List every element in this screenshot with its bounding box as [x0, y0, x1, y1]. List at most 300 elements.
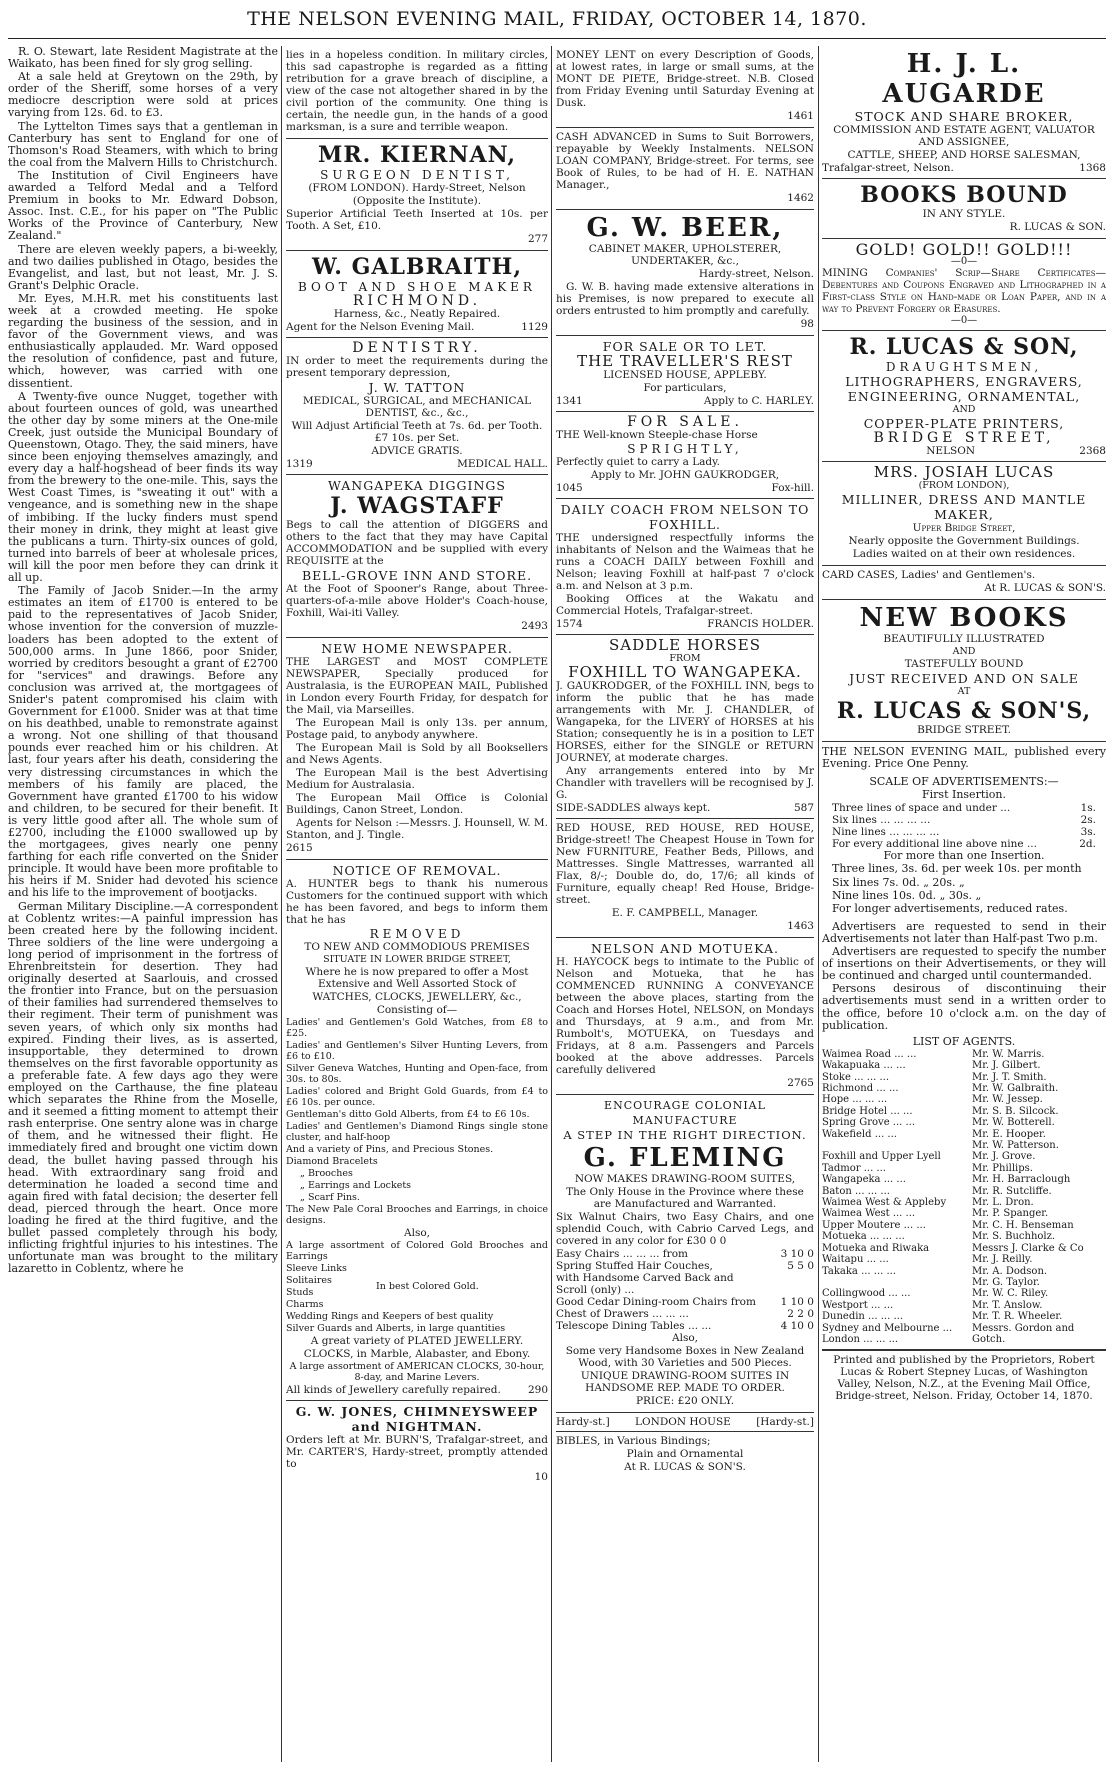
ad-line: Superior Artificial Teeth Inserted at 10s. per Tooth. A Set, £10.: [286, 208, 548, 232]
news-item: The Lyttelton Times says that a gentleman in Canterbury has sent to England for one of Thomson's Road Steamers, with which to bring the coal from the Malvern Hills to Christchurch.: [8, 119, 278, 169]
ad-item: Ladies' colored and Bright Gold Guards, from £4 to £6 10s. per ounce.: [286, 1086, 548, 1108]
ad-galbraith: [286, 251, 548, 338]
ad-line: The Only House in the Province where these are Manufactured and Warranted.: [566, 1186, 804, 1210]
ad-line: Plain and Ornamental: [626, 1448, 744, 1460]
ad-line: Six Walnut Chairs, two Easy Chairs, and one splendid Couch, with Cabrio Carved Legs, and covered in any color for £30 0 0: [556, 1211, 814, 1247]
agent-name: Mr. H. Barraclough: [972, 1174, 1071, 1186]
ad-line: Fox-hill.: [771, 482, 814, 494]
ad-item: And a variety of Pins, and Precious Stones.: [286, 1144, 494, 1155]
section-heading: SCALE OF ADVERTISEMENTS:—: [869, 775, 1059, 789]
ad-heading: NEW HOME NEWSPAPER.: [321, 641, 513, 656]
ad-dentistry: [286, 338, 548, 475]
rate-item: Three lines of space and under ...: [832, 802, 1011, 815]
agent-row: [822, 1323, 1106, 1334]
agent-name: Mr. J. Gilbert.: [972, 1060, 1041, 1072]
agent-name: Messrs J. Clarke & Co: [972, 1242, 1084, 1254]
price-item: Telescope Dining Tables ... ...: [556, 1320, 712, 1332]
ad-item: Silver Geneva Watches, Hunting and Open-face, from 30s. to 80s.: [286, 1063, 548, 1085]
ad-line: FRANCIS HOLDER.: [707, 618, 814, 630]
agent-place: Waimea Road ... ...: [822, 1048, 917, 1060]
ad-line: Any arrangements entered into by Mr Chandler with travellers will be recognised by J. G.: [556, 765, 814, 801]
ad-line: A. HUNTER begs to thank his numerous Customers for the continued support with which he has been favored, and begs to inform them that he has: [286, 878, 548, 926]
ad-books-bound: [822, 179, 1106, 239]
ad-heading: DAILY COACH FROM NELSON TO FOXHILL.: [560, 502, 810, 532]
ad-line: TASTEFULLY BOUND: [904, 658, 1024, 670]
agent-place: Baton ... ... ...: [822, 1185, 890, 1197]
ad-line: MONEY LENT on every Description of Goods, at lowest rates, in large or small sums, at the MONT DE PIETE, Bridge-street. N.B. Closed from Friday Evening until Saturday Evening at Dusk.: [556, 49, 814, 109]
ad-title: J. WAGSTAFF: [330, 493, 504, 519]
ad-item: Diamond Bracelets: [286, 1156, 378, 1167]
ad-title: G. FLEMING: [583, 1143, 787, 1173]
price-item: Easy Chairs ... ... ... from: [556, 1248, 688, 1260]
ad-line: Solitaires: [286, 1275, 332, 1286]
ad-line: Agents for Nelson :—Messrs. J. Hounsell, W. M. Stanton, and J. Tingle.: [286, 817, 548, 841]
separator: —0—: [950, 315, 978, 326]
rate-item: Three lines, 3s. 6d. per week 10s. per month: [832, 862, 1082, 876]
ad-line: Apply to C. HARLEY.: [703, 395, 814, 407]
ad-line: Hardy-street, Nelson.: [698, 268, 814, 280]
agent-name: Mr. W. Botterell.: [972, 1117, 1055, 1129]
ad-line: SIDE-SADDLES always kept.: [556, 802, 711, 814]
ad-item: „ Brooches: [300, 1168, 353, 1179]
rate-value: 2d.: [1079, 838, 1096, 851]
price-value: 1 10 0: [780, 1296, 814, 1308]
ad-line: Harness, &c., Neatly Repaired.: [333, 308, 501, 320]
ad-fleming: [556, 1095, 814, 1413]
agent-row: [822, 1129, 1106, 1140]
ad-heading: FOR SALE.: [627, 414, 743, 430]
agent-name: Mr. J. Grove.: [972, 1151, 1036, 1163]
ad-line: J. GAUKRODGER, of the FOXHILL INN, begs to inform the public that he has made arrangements with Mr. J. CHANDLER, of Wangapeka, for the LIVERY of HORSES at his Station; consequently he is in a position to LET HORSES, either for the SINGLE or RETURN JOURNEY, at moderate charges.: [556, 680, 814, 764]
ad-item: The New Pale Coral Brooches and Earrings, in choice designs.: [286, 1204, 548, 1226]
ad-line: THE undersigned respectfully informs the inhabitants of Nelson and the Waimeas that he runs a COACH DAILY between Foxhill and Nelson; leaving Foxhill at half-past 7 o'clock a.m. and Nelson at 3 p.m.: [556, 532, 814, 592]
ad-heading: WANGAPEKA DIGGINGS: [328, 478, 506, 493]
ad-cash: [556, 128, 814, 210]
ad-heading: NELSON AND MOTUEKA.: [591, 941, 779, 956]
ad-line: AND: [952, 646, 976, 657]
price-value: 4 10 0: [780, 1320, 814, 1332]
ad-line: LICENSED HOUSE, APPLEBY.: [603, 369, 767, 381]
ad-line: The European Mail Office is Colonial Buildings, Canon Street, London.: [286, 792, 548, 816]
column-divider: [818, 46, 819, 1762]
agents-list: [822, 1049, 1106, 1346]
agent-place: Collingwood ... ...: [822, 1288, 911, 1300]
ad-heading: NOTICE OF REMOVAL.: [332, 863, 502, 878]
ad-line: Booking Offices at the Wakatu and Commercial Hotels, Trafalgar-street.: [556, 593, 814, 617]
ad-line: THE NELSON EVENING MAIL, published every Evening. Price One Penny.: [822, 745, 1106, 771]
ad-line: At R. LUCAS & SON'S.: [624, 1461, 746, 1473]
ad-line: MEDICAL HALL.: [457, 458, 548, 470]
ad-line: The European Mail is only 13s. per annum, Postage paid, to anybody anywhere.: [286, 717, 548, 741]
ad-title: G. W. BEER,: [586, 213, 784, 243]
ad-title: H. J. L. AUGARDE: [882, 49, 1046, 109]
ad-line: NELSON: [926, 445, 976, 457]
ad-red-house: [556, 819, 814, 938]
ad-line: Persons desirous of discontinuing their advertisements must send in a written order to the office, before 10 o'clock a.m. on the day of publication.: [822, 982, 1106, 1032]
ad-subtitle: REMOVED: [369, 927, 465, 941]
agent-place: Wangapeka ... ...: [822, 1174, 906, 1186]
ad-line: The European Mail is the best Advertising Medium for Australasia.: [286, 767, 548, 791]
agent-name: Mr. S. Buchholz.: [972, 1231, 1056, 1243]
ad-line: Nearly opposite the Government Buildings.: [848, 535, 1080, 547]
agent-row: [822, 1208, 1106, 1219]
ad-for-sale-or-let: [556, 336, 814, 412]
agent-row: [822, 1334, 1106, 1345]
ad-heading: DENTISTRY.: [352, 340, 482, 356]
ad-item: Gentleman's ditto Gold Alberts, from £4 to £6 10s.: [286, 1109, 530, 1120]
ad-heading: GOLD! GOLD!! GOLD!!!: [855, 240, 1073, 259]
agent-place: Motueka and Riwaka: [822, 1242, 930, 1254]
ad-item: „ Scarf Pins.: [300, 1192, 360, 1203]
ad-subtitle: MILLINER, DRESS AND MANTLE MAKER,: [841, 492, 1087, 522]
ad-number: 2368: [1079, 445, 1106, 457]
ad-line: Agent for the Nelson Evening Mail.: [286, 321, 475, 333]
ad-number: 290: [527, 1384, 548, 1396]
agent-name: Mr. G. Taylor.: [972, 1276, 1040, 1288]
ad-line: ADVICE GRATIS.: [371, 445, 463, 457]
ad-line: For particulars,: [643, 382, 727, 394]
price-item: Spring Stuffed Hair Couches, with Handsome Carved Back and Scroll (only) ...: [556, 1260, 734, 1296]
ad-title: W. GALBRAITH,: [312, 254, 522, 280]
agent-name: Mr. R. Sutcliffe.: [972, 1185, 1052, 1197]
ad-mrs-lucas: [822, 462, 1106, 566]
price-item: Good Cedar Dining-room Chairs from: [556, 1296, 756, 1308]
ad-money: [556, 46, 814, 128]
agent-row: [822, 1186, 1106, 1197]
ad-line: SITUATE IN LOWER BRIDGE STREET,: [323, 954, 511, 965]
rate-item: Nine lines 10s. 0d. „ 30s. „: [832, 888, 982, 902]
ad-saddle-horses: [556, 635, 814, 819]
ad-line: RED HOUSE, RED HOUSE, RED HOUSE, Bridge-street! The Cheapest House in Town for New FURNITURE, Feather Beds, Pillows, and Mattresses. Single Mattresses, warranted all Flax, 8/-; Double do, do, 17/6; all kinds of Furniture, equally cheap! Red House, Bridge-street.: [556, 822, 814, 906]
agent-name: Mr. W. Jessep.: [972, 1094, 1043, 1106]
ad-line: [Hardy-st.]: [756, 1416, 814, 1428]
ad-line: Where he is now prepared to offer a Most Extensive and Well Assorted Stock of: [305, 966, 529, 990]
ad-line: Will Adjust Artificial Teeth at 7s. 6d. per Tooth. £7 10s. per Set.: [291, 420, 543, 444]
ad-number: 1341: [556, 395, 583, 407]
ad-line: Wedding Rings and Keepers of best quality: [286, 1311, 494, 1322]
agent-name: Messrs. Gordon and: [972, 1322, 1075, 1334]
ad-item: Ladies' and Gentlemen's Gold Watches, from £8 to £25.: [286, 1017, 548, 1039]
agent-row: [822, 1300, 1106, 1311]
rate-item: Six lines 7s. 0d. „ 20s. „: [832, 875, 965, 889]
ad-number: 1045: [556, 482, 583, 494]
agent-row: [822, 1117, 1106, 1128]
ad-line: A great variety of PLATED JEWELLERY.: [310, 1335, 524, 1347]
ad-line: Orders left at Mr. BURN'S, Trafalgar-street, and Mr. CARTER'S, Hardy-street, promptly attended to: [286, 1434, 548, 1470]
ad-line: H. HAYCOCK begs to intimate to the Public of Nelson and Motueka, that he has COMMENCED RUNNING A CONVEYANCE between the above places, starting from the Coach and Horses Hotel, NELSON, on Mondays and Thursdays, at 9 a.m., and from Mr. Rumbolt's, MOTUEKA, on Tuesdays and Fridays, at 8 a.m. Passengers and Parcels booked at the above addresses. Parcels carefully delivered: [556, 956, 814, 1076]
agent-name: Mr. J. Reilly.: [972, 1254, 1033, 1266]
agent-place: Waitapu ... ...: [822, 1254, 889, 1266]
agent-place: Takaka ... ... ...: [822, 1265, 897, 1277]
column-ads-4: [822, 46, 1106, 1762]
ad-number: 277: [527, 233, 548, 245]
agent-name: Mr. L. Dron.: [972, 1197, 1034, 1209]
ad-line: IN order to meet the requirements during the present temporary depression,: [286, 355, 548, 379]
ad-subtitle: SPRIGHTLY,: [627, 442, 743, 456]
column-news: [8, 46, 278, 1762]
ad-line: CLOCKS, in Marble, Alabaster, and Ebony.: [303, 1348, 531, 1360]
ad-line: FROM: [669, 653, 701, 664]
agent-place: London ... ... ...: [822, 1333, 899, 1345]
agent-row: [822, 1277, 1106, 1288]
ad-title: MRS. JOSIAH LUCAS: [873, 463, 1055, 481]
agent-row: [822, 1197, 1106, 1208]
agent-row: [822, 1311, 1106, 1322]
agent-row: [822, 1072, 1106, 1083]
agent-row: [822, 1060, 1106, 1071]
ad-number: 10: [534, 1471, 548, 1483]
ad-subtitle: RICHMOND.: [352, 293, 482, 309]
ad-line: IN ANY STYLE.: [922, 208, 1006, 220]
agent-place: [822, 1277, 972, 1288]
ad-line: All kinds of Jewellery carefully repaired.: [286, 1384, 501, 1396]
ad-line: G. W. B. having made extensive alterations in his Premises, is now prepared to execute all orders entrusted to him promptly and carefully.: [556, 281, 814, 317]
ad-subtitle: BOOT AND SHOE MAKER: [298, 280, 536, 294]
ad-subtitle: DRAUGHTSMEN,: [885, 360, 1043, 374]
agent-place: Spring Grove ... ...: [822, 1117, 916, 1129]
agent-name: Mr. T. R. Wheeler.: [972, 1311, 1063, 1323]
agent-place: Wakefield ... ...: [822, 1128, 897, 1140]
rate-value: 1s.: [1080, 802, 1096, 815]
news-item: At a sale held at Greytown on the 29th, by order of the Sheriff, some horses of a very mediocre description were sold at prices varying from 12s. 6d. to £3.: [8, 70, 278, 120]
ad-line: CARD CASES, Ladies' and Gentlemen's.: [822, 569, 1036, 581]
ad-line: (Opposite the Institute).: [352, 195, 482, 207]
agent-name: Mr. E. Hooper.: [972, 1128, 1046, 1140]
agent-place: Waimea West & Appleby: [822, 1197, 947, 1209]
news-item: German Military Discipline.—A correspondent at Coblentz writes:—A painful impression has been created here by the following incident. Three soldiers of the line were undergoing a long period of imprisonment in the fortress of Ehrenbreitstein for desertion. They had originally deserted at Saarlouis, and crossed the frontier into France, but on the persuasion of their families had surrendered themselves to their regiment. Their term of punishment was seven years, of which only six months had expired. Finding their lives, as is asserted, insupportable, they determined to drown themselves on the first favorable opportunity as a preferable fate. A few days ago they were employed on the Carthause, the fine plateau which separates the Rhine from the Moselle, and it seemed a fitting moment to attempt their rash enterprise. One sentry alone was in charge of them, and he witnessed their flight. He immediately fired and brought one victim down dead, the bullet having passed through his head. With extraordinary sang froid and determination he loaded a second time and again fired with fatal decision; the deserter fell dead, pierced through the heart. Once more loading he fired at the third fugitive, and the bullet passed completely through his body, inflicting frightful injuries to his intestines. The unfortunate man was brought to the military lazaretto in Coblentz, where he: [8, 899, 278, 1276]
ad-item: Ladies' and Gentlemen's Diamond Rings single stone cluster, and half-hoop: [286, 1121, 548, 1143]
ad-title: NEW BOOKS: [859, 603, 1069, 633]
ad-subtitle: LITHOGRAPHERS, ENGRAVERS,: [845, 374, 1083, 389]
agent-name: Gotch.: [972, 1333, 1006, 1345]
ad-line: THE LARGEST and MOST COMPLETE NEWSPAPER, Specially produced for Australasia, is the EUROPEAN MAIL, Published in London every Fourth Friday, for despatch for the Mail, via Marseilles.: [286, 656, 548, 716]
ad-line: Ladies waited on at their own residences.: [852, 548, 1076, 560]
ad-kiernan: [286, 139, 548, 251]
agent-name: Mr. W. C. Riley.: [972, 1288, 1049, 1300]
ad-heading: FOR SALE OR TO LET.: [602, 339, 768, 354]
ad-card-cases: [822, 566, 1106, 600]
ad-coach: [556, 499, 814, 635]
ad-line: Some very Handsome Boxes in New Zealand Wood, with 30 Varieties and 500 Pieces.: [565, 1345, 805, 1369]
ad-line: (FROM LONDON). Hardy-Street, Nelson: [308, 182, 526, 194]
rate-value: 2s.: [1080, 814, 1096, 827]
agent-row: [822, 1288, 1106, 1299]
ad-line: BEAUTIFULLY ILLUSTRATED: [883, 633, 1045, 645]
ad-line: UNIQUE DRAWING-ROOM SUITES IN HANDSOME REP. MADE TO ORDER.: [580, 1370, 790, 1394]
agent-row: [822, 1163, 1106, 1174]
column-divider: [281, 46, 282, 1762]
agent-name: Mr. W. Marris.: [972, 1048, 1045, 1060]
ad-line: In best Colored Gold.: [376, 1281, 479, 1292]
news-item: R. O. Stewart, late Resident Magistrate at the Waikato, has been fined for sly grog selling.: [8, 46, 278, 71]
agent-place: Upper Moutere ... ...: [822, 1219, 926, 1231]
ad-number: 1368: [1079, 162, 1106, 174]
ad-line: The European Mail is Sold by all Booksellers and News Agents.: [286, 742, 548, 766]
agent-row: [822, 1094, 1106, 1105]
ad-line: R. LUCAS & SON.: [1009, 221, 1106, 233]
section-subheading: First Insertion.: [922, 788, 1006, 802]
agent-place: Dunedin ... ... ...: [822, 1311, 904, 1323]
ad-number: 1463: [787, 920, 814, 932]
agent-row: [822, 1254, 1106, 1265]
section-subheading: For more than one Insertion.: [883, 849, 1045, 863]
ad-beer: [556, 210, 814, 336]
ad-line: Advertisers are requested to send in their Advertisements not later than Half-past Two p.m.: [822, 919, 1106, 945]
ad-title: MR. KIERNAN,: [318, 142, 516, 168]
ad-line: A large assortment of Colored Gold Brooches and Earrings: [286, 1240, 548, 1262]
ad-line: CATTLE, SHEEP, AND HORSE SALESMAN,: [847, 149, 1081, 161]
ad-item: „ Earrings and Lockets: [300, 1180, 412, 1191]
ad-title: J. W. TATTON: [368, 380, 466, 395]
ad-line: Begs to call the attention of DIGGERS and others to the fact that they may have Capital ACCOMMODATION and be supplied with every REQUISITE at the: [286, 519, 548, 567]
ad-jones: [286, 1401, 548, 1488]
ad-heading: ENCOURAGE COLONIAL MANUFACTURE: [604, 1099, 766, 1127]
section-heading: LIST OF AGENTS.: [912, 1034, 1016, 1048]
news-item: The Institution of Civil Engineers have awarded a Telford Medal and a Telford Premium in books to Mr. Edward Dobson, Assoc. Inst. C.E., for his paper on "The Public Works of the Province of Canterbury, New Zealand.": [8, 168, 278, 243]
agent-name: Mr. A. Dodson.: [972, 1265, 1048, 1277]
ad-new-books: [822, 600, 1106, 742]
agent-row: [822, 1174, 1106, 1185]
news-item: The Family of Jacob Snider.—In the army estimates an item of £1700 is entered to be paid to the representatives of Jacob Snider, whose invention for the conversion of muzzle-loaders has been adopted to the extent of 500,000 arms. In June 1866, poor Snider, worried by creditors besought a grant of £2700 for "services" and drawings. Before any conclusion was arrived at, the mortgagees of Snider's patent compromised his claim with Government for £1000. Snider was at that time on his deathbed, unable to remonstrate against a wrong. Not one shilling of that thousand pounds ever reached him or his children. At last, four years after his death, considering the very distressing circumstances in which the members of his family are placed, the Government have granted £1700 to his widow and children, to be secured for their benefit. It is very little good after all. The whole sum of £2700, including the £1000 swallowed up by the mortgagees, gives nearly one penny farthing for each rifle converted on the Snider principle. It would have been more profitable to his heirs if M. Snider had devoted his science and his life to the improvement of bootjacks.: [8, 584, 278, 900]
ad-line: BIBLES, in Various Bindings;: [556, 1435, 711, 1447]
rate-value: 3s.: [1080, 826, 1096, 839]
ad-line: PRICE: £20 ONLY.: [635, 1395, 735, 1407]
price-value: 2 2 0: [787, 1308, 814, 1320]
ad-number: 1574: [556, 618, 583, 630]
agent-row: [822, 1151, 1106, 1162]
ad-line: Apply to Mr. JOHN GAUKRODGER,: [590, 469, 780, 481]
ad-number: 1129: [521, 321, 548, 333]
agent-row: [822, 1049, 1106, 1060]
ad-subtitle: BELL-GROVE INN AND STORE.: [301, 568, 533, 583]
ad-line: TO NEW AND COMMODIOUS PREMISES: [304, 941, 530, 953]
ad-line: AT: [957, 686, 971, 697]
ad-line: COMMISSION AND ESTATE AGENT, VALUATOR AND ASSIGNEE,: [833, 124, 1095, 148]
ad-removal: [286, 860, 548, 1401]
ad-subtitle: A STEP IN THE RIGHT DIRECTION.: [563, 1128, 807, 1142]
agent-name: Mr. P. Spanger.: [972, 1208, 1049, 1220]
ad-wangapeka: [286, 475, 548, 638]
ad-line: Sleeve Links: [286, 1263, 347, 1274]
agent-row: [822, 1083, 1106, 1094]
ad-bibles: [556, 1432, 814, 1478]
masthead-rule: [8, 38, 1106, 39]
ad-line: CABINET MAKER, UPHOLSTERER, UNDERTAKER, &c.,: [588, 243, 782, 267]
separator: —0—: [950, 256, 978, 267]
ad-title: FOXHILL TO WANGAPEKA.: [568, 663, 802, 681]
ad-line: LONDON HOUSE: [635, 1416, 731, 1428]
agent-place: Bridge Hotel ... ...: [822, 1105, 913, 1117]
ad-number: 1319: [286, 458, 313, 470]
ad-line: Also,: [404, 1227, 430, 1239]
ad-number: 2493: [521, 620, 548, 632]
agent-place: Motueka ... ... ...: [822, 1231, 905, 1243]
ad-line: Trafalgar-street, Nelson.: [822, 162, 954, 174]
ad-line: A large assortment of AMERICAN CLOCKS, 30-hour, 8-day, and Marine Levers.: [289, 1361, 545, 1383]
ad-line: THE Well-known Steeple-chase Horse: [556, 429, 758, 441]
ad-subtitle: JUST RECEIVED AND ON SALE: [849, 671, 1079, 686]
ad-line: At the Foot of Spooner's Range, about Three-quarters-of-a-mile above Holder's Coach-house, Foxhill, Wai-iti Valley.: [286, 583, 548, 619]
agent-place: Hope ... ... ...: [822, 1094, 888, 1106]
ad-line: (FROM LONDON),: [918, 480, 1010, 491]
agent-row: [822, 1140, 1106, 1151]
agent-place: Richmond ... ...: [822, 1083, 899, 1094]
agent-place: Sydney and Melbourne ...: [822, 1322, 953, 1334]
column-ads-2: [286, 46, 548, 1762]
agent-row: [822, 1243, 1106, 1254]
agent-row: [822, 1231, 1106, 1242]
column-ads-3: [556, 46, 814, 1762]
ad-number: 2615: [286, 842, 313, 854]
ad-subtitle: SURGEON DENTIST,: [320, 168, 514, 182]
news-item: Mr. Eyes, M.H.R. met his constituents last week at a crowded meeting. He spoke regarding the business of the session, and in favor of the Government views, and was enthusiastically applauded. Mr. Ward opposed the resolution of confidence, past and future, which, however, was carried with one dissentient.: [8, 291, 278, 390]
ad-augarde: [822, 46, 1106, 179]
agent-place: Westport ... ...: [822, 1299, 894, 1311]
ad-number: 1462: [787, 192, 814, 204]
ad-line: AND: [952, 404, 976, 415]
news-item: A Twenty-five ounce Nugget, together with about fourteen ounces of gold, was unearthed the other day by some miners at the One-mile Creek, just outside the Municipal Boundary of Queenstown, Otago. They, the said miners, have since been enjoying themselves amazingly, and every day a half-hogshead of beer finds its way from the brewery to the one-mile. This, says the West Coast Times, is "sweating it out" with a vengeance, and is something new in the shape of imbibing. If the lucky finders must spend their money in drink, they might at least give the publicans a turn. Thirty-six ounces of gold, turned into barrels of beer at wholesale prices, will kill the poor men before they can drink it all up.: [8, 389, 278, 585]
news-item: There are eleven weekly papers, a bi-weekly, and two dailies published in Otago, besides the Evangelist, and last, but not least, Mr. J. S. Grant's Delphic Oracle.: [8, 242, 278, 292]
ad-title: THE TRAVELLER'S REST: [577, 352, 793, 370]
ad-line: MEDICAL, SURGICAL, and MECHANICAL DENTIST, &c., &c.,: [302, 395, 532, 419]
agent-name: Mr. W. Galbraith.: [972, 1083, 1059, 1094]
ad-for-sale: [556, 412, 814, 499]
ad-line: Consisting of—: [376, 1004, 458, 1016]
agent-place: Waimea West ... ...: [822, 1208, 916, 1220]
ad-line: E. F. CAMPBELL, Manager.: [611, 907, 759, 919]
ad-line: Advertisers are requested to specify the number of insertions on their Advertisements, or they will be continued and charged until countermanded.: [822, 945, 1106, 983]
ad-newspaper: [286, 638, 548, 860]
ad-line: Upper Bridge Street,: [912, 522, 1016, 534]
agent-place: Wakapuaka ... ...: [822, 1060, 906, 1072]
rate-item: For every additional line above nine ...: [832, 838, 1037, 851]
ad-line: Charms: [286, 1299, 324, 1310]
agent-name: Mr. T. Anslow.: [972, 1299, 1043, 1311]
agent-place: Tadmor ... ...: [822, 1162, 886, 1174]
ad-line: BRIDGE STREET.: [917, 724, 1011, 736]
ad-line: MINING Companies' Scrip—Share Certificates—Debentures and Coupons Engraved and Lithographed in a First-class Style on Hand-made or Loan Paper, and in a way to Prevent Forgery or Erasures.: [822, 267, 1106, 315]
ad-title: R. LUCAS & SON,: [849, 334, 1079, 360]
agent-name: Mr. J. T. Smith.: [972, 1071, 1047, 1083]
column-divider: [551, 46, 552, 1762]
agent-place: [822, 1140, 972, 1151]
ad-motueka: [556, 938, 814, 1095]
ad-line: Studs: [286, 1287, 314, 1298]
price-value: 5 5 0: [787, 1260, 814, 1272]
ad-line: Also,: [672, 1332, 698, 1344]
agent-row: [822, 1106, 1106, 1117]
ad-line: Perfectly quiet to carry a Lady.: [556, 456, 721, 468]
agent-place: Foxhill and Upper Lyell: [822, 1151, 941, 1163]
ad-number: 587: [793, 802, 814, 814]
ad-heading: SADDLE HORSES: [608, 636, 761, 654]
price-item: Chest of Drawers ... ... ...: [556, 1308, 689, 1320]
agent-name: Mr. Phillips.: [972, 1162, 1033, 1174]
agent-place: Stoke ... ... ...: [822, 1071, 890, 1083]
london-house-banner: [556, 1413, 814, 1432]
ad-line: Silver Guards and Alberts, in large quantities: [286, 1323, 506, 1334]
agent-row: [822, 1266, 1106, 1277]
imprint: Printed and published by the Proprietors, Robert Lucas & Robert Stepney Lucas, of Washington Valley, Nelson, N.Z., at the Evening Mail Office, Bridge-street, Nelson. Friday, October 14, 1870.: [822, 1349, 1106, 1402]
ad-title: BOOKS BOUND: [860, 182, 1068, 208]
ad-lucas-son: [822, 331, 1106, 462]
ad-line: At R. LUCAS & SON'S.: [984, 582, 1106, 594]
news-continuation: [286, 46, 548, 139]
masthead: THE NELSON EVENING MAIL, FRIDAY, OCTOBER 14, 1870.: [247, 8, 867, 30]
ad-line: WATCHES, CLOCKS, JEWELLERY, &c.,: [312, 991, 522, 1003]
ad-subtitle: COPPER-PLATE PRINTERS,: [863, 416, 1065, 431]
price-value: 3 10 0: [780, 1248, 814, 1260]
